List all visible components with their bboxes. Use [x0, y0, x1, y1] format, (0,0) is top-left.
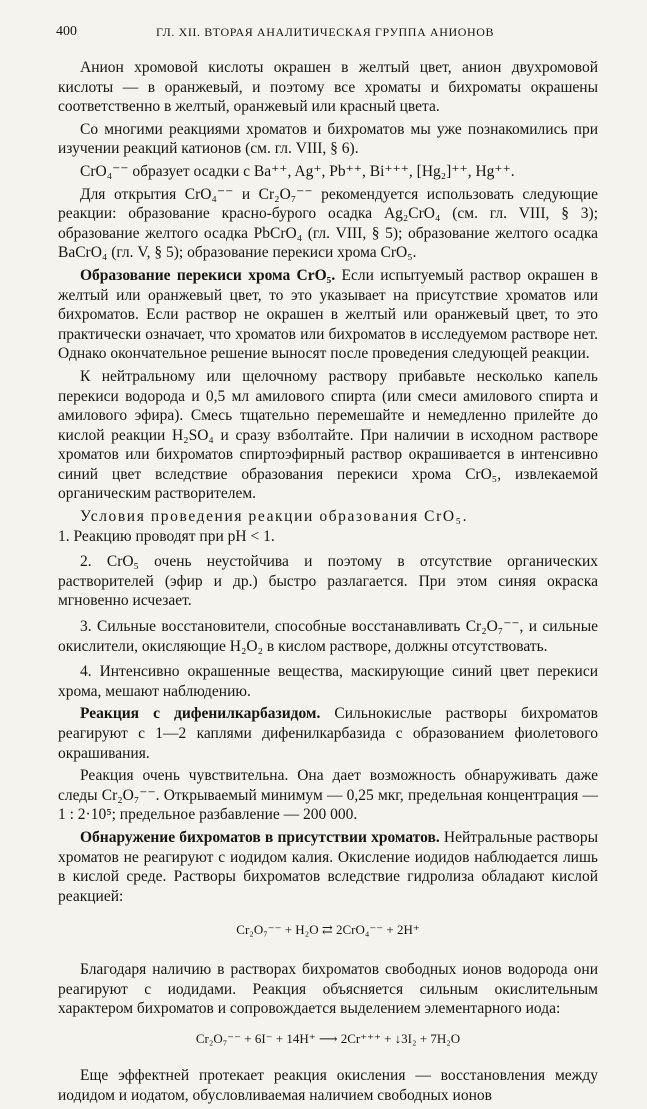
paragraph-condition-1: 1. Реакцию проводят при pH < 1.: [58, 527, 275, 545]
paragraph-chromate-colors: Анион хромовой кислоты окрашен в желтый цвет, анион двухромовой кислоты — в оранжевый, и поэтому все хроматы и бихроматы окрашены соответственно в желтый, оранжевый или красный цвета.: [58, 59, 598, 116]
paragraph-chromate-precipitates: CrO₄⁻⁻ образует осадки с Ba⁺⁺, Ag⁺, Pb⁺⁺, Bi⁺⁺⁺, [Hg₂]⁺⁺, Hg⁺⁺.: [80, 162, 515, 180]
paragraph-bichromate-detection: [58, 828, 598, 906]
paragraph-diphenylcarbazide: [58, 704, 598, 763]
running-head: ГЛ. XII. ВТОРАЯ АНАЛИТИЧЕСКАЯ ГРУППА АНИОНОВ: [156, 25, 495, 39]
heading-diphenylcarbazide: Реакция с дифенилкарбазидом.: [80, 705, 321, 723]
paragraph-earlier-reactions: Со многими реакциями хроматов и бихроматов мы уже познакомились при изучении реакций катионов (см. гл. VIII, § 6).: [58, 120, 598, 158]
text-bichromate-detection: Нейтральные растворы хроматов не реагируют с иодидом калия. Окисление иодидов наблюдается лишь в кислой среде. Растворы бихроматов вследствие гидролиза обладают кислой реакцией:: [58, 828, 598, 905]
paragraph-condition-4: 4. Интенсивно окрашенные вещества, маскирующие синий цвет перекиси хрома, мешают наблюдению.: [58, 663, 598, 700]
equation-iodide-oxidation: Cr₂O₇⁻⁻ + 6I⁻ + 14H⁺ ⟶ 2Cr⁺⁺⁺ + ↓3I₂ + 7H₂O: [195, 1030, 461, 1046]
paragraph-sensitivity: Реакция очень чувствительна. Она дает возможность обнаруживать даже следы Cr₂O₇⁻⁻. Открываемый минимум — 0,25 мкг, предельная концентрация — 1 : 2·10⁵; предельное разбавление — 200 000.: [58, 767, 598, 824]
equation-hydrolysis: Cr₂O₇⁻⁻ + H₂O ⇄ 2CrO₄⁻⁻ + 2H⁺: [236, 922, 420, 938]
paragraph-condition-3: 3. Сильные восстановители, способные восстанавливать Cr₂O₇⁻⁻, и сильные окислители, окисляющие H₂O₂ в кислом растворе, должны отсутствовать.: [58, 618, 598, 655]
heading-peroxide-formation: Образование перекиси хрома CrO₅.: [80, 266, 336, 284]
text-peroxide-formation: Если испытуемый раствор окрашен в желтый или оранжевый цвет, то это указывает на присутствие хроматов или бихроматов. Если раствор не окрашен в желтый или оранжевый цвет, то это практически означает, что хроматов или бихроматов в исследуемом растворе нет. Однако окончательное решение выносят после проведения следующей реакции.: [58, 266, 599, 363]
page-body: [58, 58, 598, 1109]
paragraph-peroxide-formation: [58, 266, 598, 364]
paragraph-iodide-reaction: Благодаря наличию в растворах бихроматов свободных ионов водорода они реагируют с иодидами. Реакция объясняется сильным окислительным характером бихроматов и сопровождается выделением элементарного иода:: [58, 960, 598, 1018]
paragraph-conditions-heading: Условия проведения реакции образования CrO₅.: [80, 508, 469, 526]
heading-bichromate-detection: Обнаружение бихроматов в присутствии хроматов.: [80, 828, 440, 846]
paragraph-detection-reactions: Для открытия CrO₄⁻⁻ и Cr₂O₇⁻⁻ рекомендуется использовать следующие реакции: образование красно-бурого осадка Ag₂CrO₄ (см. гл. VIII, § 3); образование желтого осадка PbCrO₄ (гл. VIII, § 5); образование желтого осадка BaCrO₄ (гл. V, § 5); образование перекиси хрома CrO₅.: [58, 185, 598, 262]
paragraph-procedure: К нейтральному или щелочному раствору прибавьте несколько капель перекиси водорода и 0,5 мл амилового спирта (или смеси амилового спирта и амилового эфира). Смесь тщательно перемешайте и немедленно прилейте до кислой реакции H₂SO₄ и сразу взболтайте. При наличии в исходном растворе хроматов или бихроматов спиртоэфирный раствор окрашивается в интенсивно синий цвет вследствие образования перекиси хрома CrO₅, извлекаемой органическим растворителем.: [58, 367, 598, 503]
page-header: [56, 24, 609, 44]
text-diphenylcarbazide: Сильнокислые растворы бихроматов реагируют с 1—2 каплями дифенилкарбазида с образованием фиолетового окрашивания.: [58, 705, 598, 762]
paragraph-condition-2: 2. CrO₅ очень неустойчива и поэтому в отсутствие органических растворителей (эфир и др.) быстро разлагается. При этом синяя окраска мгновенно исчезает.: [58, 553, 598, 610]
page-number: 400: [56, 24, 77, 39]
paragraph-iodate-reaction: Еще эффектней протекает реакция окисления — восстановления между иодидом и иодатом, обусловливаемая наличием свободных ионов: [58, 1067, 598, 1104]
